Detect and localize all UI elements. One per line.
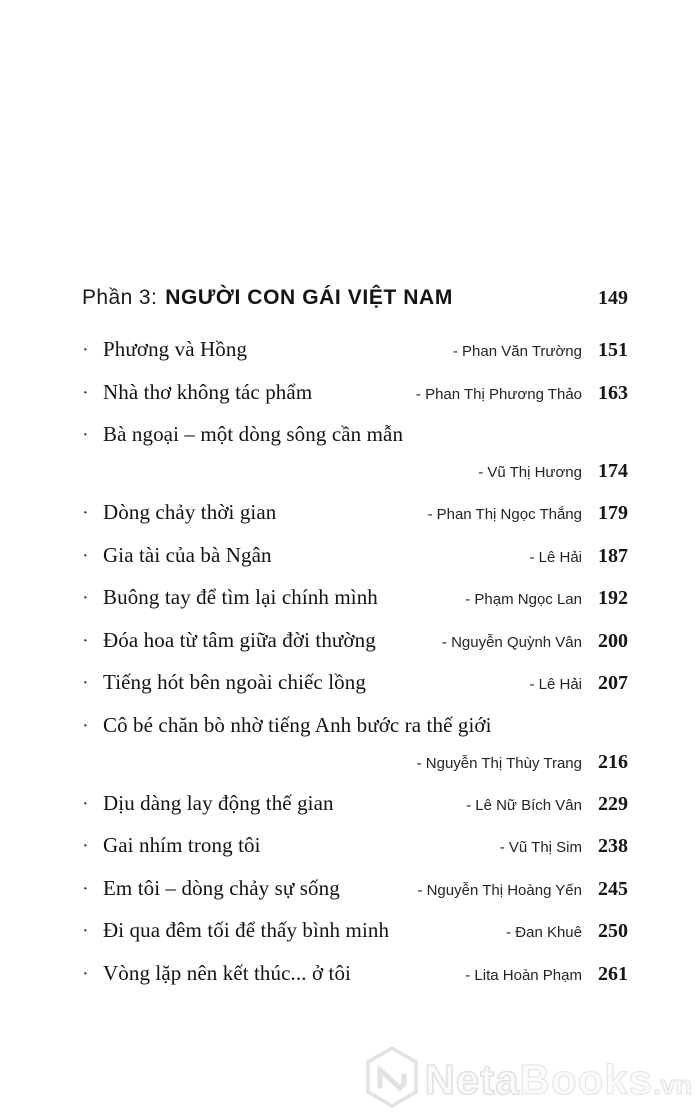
entry-author: - Lê Hải bbox=[529, 548, 582, 566]
watermark-text bbox=[424, 1055, 692, 1103]
toc-entry-continuation bbox=[82, 460, 628, 500]
bullet-icon: · bbox=[82, 629, 89, 652]
entry-page-number: 245 bbox=[598, 877, 628, 900]
toc-entry bbox=[82, 422, 628, 460]
entry-title: Dịu dàng lay động thế gian bbox=[103, 790, 334, 815]
bullet-icon: · bbox=[82, 381, 89, 404]
entry-page-number: 179 bbox=[598, 502, 628, 524]
watermark-name: Neta bbox=[424, 1055, 520, 1103]
watermark-tld: .vn bbox=[652, 1069, 692, 1100]
section-page-number: 149 bbox=[598, 287, 628, 309]
bullet-icon: · bbox=[82, 714, 89, 737]
entry-page-number: 238 bbox=[598, 835, 628, 857]
toc-entry bbox=[82, 500, 628, 543]
entry-page-number: 192 bbox=[598, 587, 628, 609]
bullet-icon: · bbox=[82, 424, 89, 446]
bullet-icon: · bbox=[82, 587, 89, 609]
watermark bbox=[365, 1046, 692, 1113]
toc-content bbox=[82, 286, 628, 1003]
entry-author: - Vũ Thị Sim bbox=[499, 839, 582, 856]
toc-entry bbox=[82, 628, 628, 671]
entry-page-number: 174 bbox=[598, 460, 628, 482]
entry-author: - Đan Khuê bbox=[506, 924, 582, 941]
entry-title: Nhà thơ không tác phẩm bbox=[103, 379, 313, 404]
toc-entry bbox=[82, 713, 628, 751]
toc-entry bbox=[82, 791, 628, 834]
entry-title: Vòng lặp nên kết thúc... ở tôi bbox=[103, 960, 351, 985]
entry-author: - Nguyễn Quỳnh Vân bbox=[441, 633, 582, 651]
entry-page-number: 200 bbox=[598, 629, 628, 652]
bullet-icon: · bbox=[82, 502, 89, 524]
toc-entry bbox=[82, 670, 628, 713]
toc-entry bbox=[82, 543, 628, 586]
entry-page-number: 250 bbox=[598, 920, 628, 942]
entry-title: Buông tay để tìm lại chính mình bbox=[103, 585, 378, 609]
entry-author: - Lê Nữ Bích Vân bbox=[466, 796, 582, 814]
entry-title: Dòng chảy thời gian bbox=[103, 500, 277, 524]
toc-entry bbox=[82, 961, 628, 1004]
entry-title: Đi qua đêm tối để thấy bình minh bbox=[103, 918, 390, 942]
entry-page-number: 216 bbox=[598, 750, 628, 773]
entry-title: Cô bé chăn bò nhờ tiếng Anh bước ra thế giới bbox=[103, 712, 492, 737]
entry-author: - Lê Hải bbox=[529, 676, 582, 693]
entry-title: Gai nhím trong tôi bbox=[103, 833, 261, 857]
bullet-icon: · bbox=[82, 792, 89, 815]
toc-entry bbox=[82, 876, 628, 919]
entry-page-number: 229 bbox=[598, 792, 628, 815]
bullet-icon: · bbox=[82, 339, 89, 361]
entry-page-number: 151 bbox=[598, 339, 628, 361]
toc-entry bbox=[82, 918, 628, 961]
bullet-icon: · bbox=[82, 544, 89, 567]
watermark-name2: Books bbox=[519, 1055, 653, 1103]
toc-entry-continuation bbox=[82, 751, 628, 791]
entry-title: Phương và Hồng bbox=[103, 337, 248, 361]
entry-author: - Nguyễn Thị Thùy Trang bbox=[416, 754, 582, 772]
entry-title: Tiếng hót bên ngoài chiếc lồng bbox=[103, 670, 366, 694]
entry-title: Đóa hoa từ tâm giữa đời thường bbox=[103, 627, 376, 652]
section-label: Phần 3: bbox=[82, 286, 158, 309]
toc-entry bbox=[82, 380, 628, 423]
section-header bbox=[82, 286, 628, 310]
bullet-icon: · bbox=[82, 835, 89, 857]
entry-author: - Phạm Ngọc Lan bbox=[465, 591, 582, 608]
entry-title: Bà ngoại – một dòng sông cần mẫn bbox=[103, 422, 404, 446]
toc-entry bbox=[82, 833, 628, 876]
section-title: NGƯỜI CON GÁI VIỆT NAM bbox=[165, 286, 453, 309]
entry-page-number: 261 bbox=[598, 962, 628, 985]
bullet-icon: · bbox=[82, 962, 89, 985]
entry-title: Gia tài của bà Ngân bbox=[103, 542, 272, 567]
entry-page-number: 187 bbox=[598, 544, 628, 567]
entry-author: - Nguyễn Thị Hoàng Yến bbox=[417, 881, 582, 899]
toc-entry bbox=[82, 585, 628, 628]
entry-author: - Phan Thị Ngọc Thắng bbox=[427, 506, 582, 523]
entry-page-number: 207 bbox=[598, 672, 628, 694]
entry-author: - Phan Thị Phương Thảo bbox=[415, 385, 582, 403]
entry-author: - Vũ Thị Hương bbox=[478, 464, 582, 481]
entry-author: - Lita Hoàn Phạm bbox=[465, 966, 582, 984]
netabooks-logo-icon bbox=[365, 1046, 419, 1113]
bullet-icon: · bbox=[82, 920, 89, 942]
entry-title: Em tôi – dòng chảy sự sống bbox=[103, 875, 340, 900]
entry-page-number: 163 bbox=[598, 381, 628, 404]
bullet-icon: · bbox=[82, 877, 89, 900]
entry-author: - Phan Văn Trường bbox=[452, 343, 582, 360]
bullet-icon: · bbox=[82, 672, 89, 694]
toc-entry bbox=[82, 337, 628, 380]
